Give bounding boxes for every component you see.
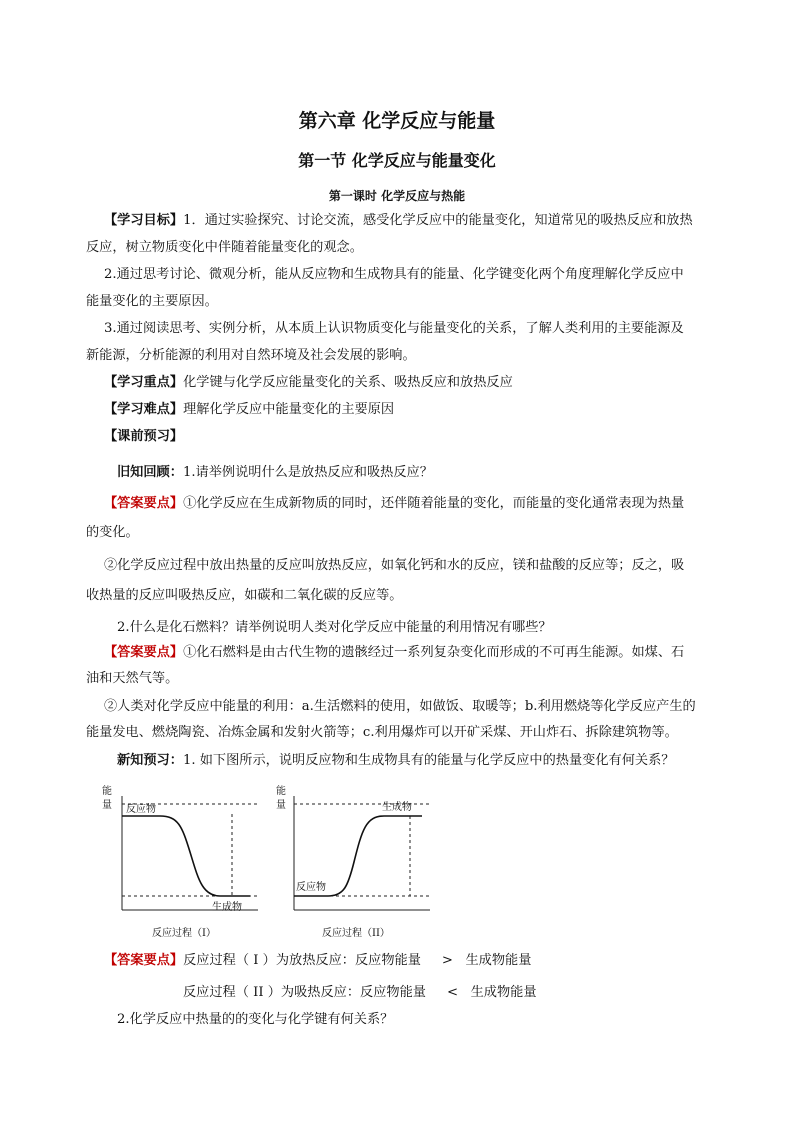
difficulties-label: 【学习难点】 <box>104 402 184 417</box>
review-q2: 2.什么是化石燃料？请举例说明人类对化学反应中能量的利用情况有哪些？ <box>117 620 552 635</box>
new-knowledge-q1 <box>117 752 674 770</box>
objective-1-text: 1．通过实验探究、讨论交流，感受化学反应中的能量变化，知道常见的吸热反应和放热 <box>183 213 693 228</box>
diagram1-energy-curve <box>122 816 250 896</box>
key-points-text: 化学键与化学反应能量变化的关系、吸热反应和放热反应 <box>183 375 513 390</box>
review-a3-text: ①化石燃料是由古代生物的遗骸经过一系列复杂变化而形成的不可再生能源。如煤、石 <box>183 645 685 660</box>
diagram2-caption: 反应过程（II） <box>322 928 390 939</box>
answer-label-3: 【答案要点】 <box>104 953 184 968</box>
answer-label-2: 【答案要点】 <box>104 645 184 660</box>
answer-line1 <box>104 952 531 970</box>
chapter-title: 第六章 化学反应与能量 <box>298 110 496 132</box>
difficulties-text: 理解化学反应中能量变化的主要原因 <box>183 402 395 417</box>
key-points-label: 【学习重点】 <box>104 375 184 390</box>
review-q1 <box>117 464 433 482</box>
new-knowledge-label: 新知预习： <box>117 753 183 768</box>
diagram1-caption: 反应过程（I） <box>152 928 216 939</box>
objective-3-text: 3.通过阅读思考、实例分析，从本质上认识物质变化与能量变化的关系，了解人类利用的主要能源及 <box>104 321 684 336</box>
review-a3-cont: 油和天然气等。 <box>86 671 179 686</box>
section-title: 第一节 化学反应与能量变化 <box>298 151 496 170</box>
diagram1-y-label-1: 能 <box>102 786 112 797</box>
review-a1-text: ①化学反应在生成新物质的同时，还伴随着能量的变化，而能量的变化通常表现为热量 <box>183 496 685 511</box>
new-knowledge-q2: 2.化学反应中热量的的变化与化学键有何关系？ <box>117 1012 394 1027</box>
review-label: 旧知回顾： <box>117 465 183 480</box>
answer-label-1: 【答案要点】 <box>104 496 184 511</box>
review-a1-cont: 的变化。 <box>86 525 139 540</box>
diagram2-y-label-1: 能 <box>276 786 286 797</box>
review-q1-text: 1.请举例说明什么是放热反应和吸热反应？ <box>182 465 433 480</box>
difficulties <box>104 401 394 419</box>
diagram1-product-label: 生成物 <box>212 902 242 913</box>
objectives-label: 【学习目标】 <box>104 213 184 228</box>
answer-line1-text: 反应过程（ I ）为放热反应：反应物能量 > 生成物能量 <box>183 953 532 968</box>
diagram2-product-label: 生成物 <box>382 802 412 813</box>
review-a3 <box>104 644 684 662</box>
diagram1-y-label-2: 量 <box>102 800 112 811</box>
diagram2-y-label-2: 量 <box>276 800 286 811</box>
review-a2: ②化学反应过程中放出热量的反应叫放热反应，如氧化钙和水的反应，镁和盐酸的反应等；反之，吸 <box>104 558 685 573</box>
review-a2-cont: 收热量的反应叫吸热反应，如碳和二氧化碳的反应等。 <box>86 588 403 603</box>
key-points <box>104 374 513 392</box>
objectives-line1 <box>104 212 693 230</box>
diagram2-reactant-label: 反应物 <box>296 882 326 893</box>
review-a4: ②人类对化学反应中能量的利用：a.生活燃料的使用，如做饭、取暖等；b.利用燃烧等化学反应产生的 <box>104 699 696 714</box>
objective-2-cont: 能量变化的主要原因。 <box>86 294 218 309</box>
energy-diagram-endothermic <box>272 782 442 942</box>
energy-diagram-exothermic <box>100 782 270 942</box>
objective-3-cont: 新能源，分析能源的利用对自然环境及社会发展的影响。 <box>86 348 416 363</box>
review-a4-cont: 能量发电、燃烧陶瓷、冶炼金属和发射火箭等；c.利用爆炸可以开矿采煤、开山炸石、拆除建筑物等。 <box>86 725 678 740</box>
diagram1-reactant-label: 反应物 <box>126 804 156 815</box>
answer-line2: 反应过程（ II ）为吸热反应：反应物能量 < 生成物能量 <box>183 985 537 1000</box>
objective-2-text: 2.通过思考讨论、微观分析，能从反应物和生成物具有的能量、化学键变化两个角度理解化学反应中 <box>104 267 684 282</box>
preview-label: 【课前预习】 <box>104 429 184 444</box>
new-knowledge-q1-text: 1. 如下图所示，说明反应物和生成物具有的能量与化学反应中的热量变化有何关系？ <box>182 753 675 768</box>
objective-1-cont: 反应，树立物质变化中伴随着能量变化的观念。 <box>86 240 363 255</box>
lesson-title: 第一课时 化学反应与热能 <box>328 189 466 203</box>
review-a1 <box>104 495 684 513</box>
